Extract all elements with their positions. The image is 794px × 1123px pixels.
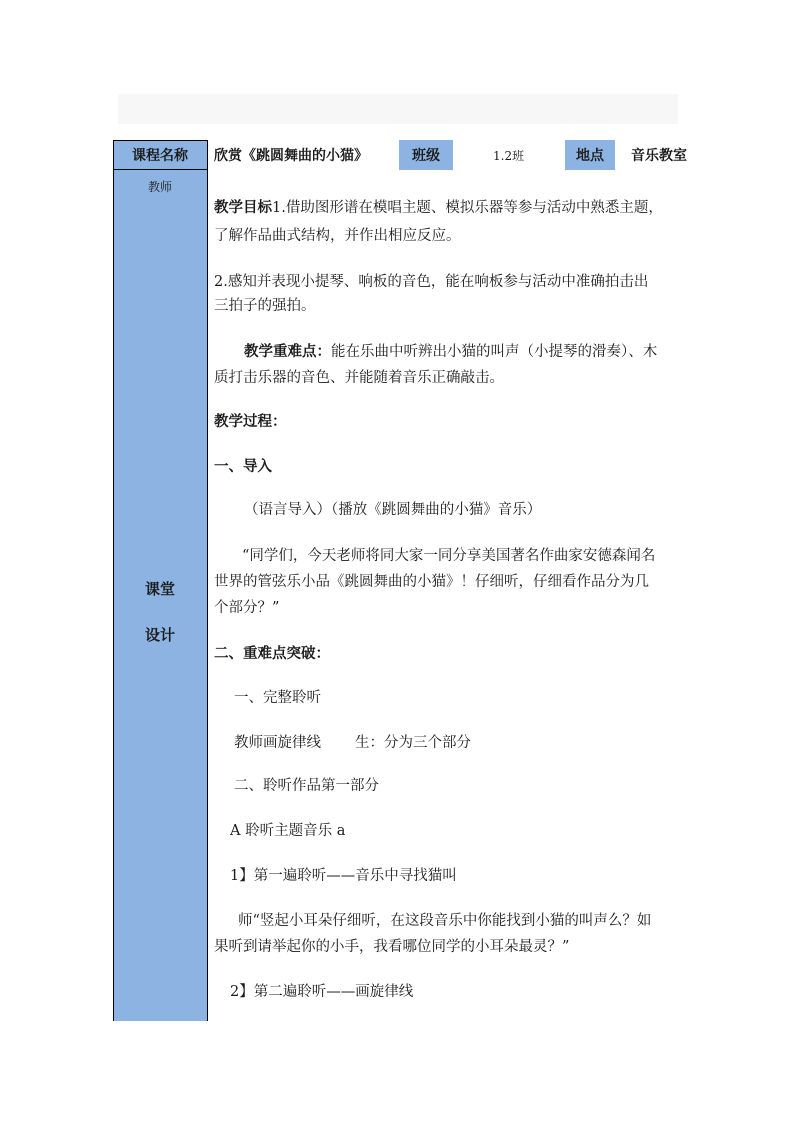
- step1-teacher: 教师画旋律线: [234, 735, 321, 751]
- listen1: 1】第一遍聆听——音乐中寻找猫叫: [230, 868, 457, 884]
- goal2-line2: 三拍子的强拍。: [214, 298, 316, 314]
- goal-line1: 1.借助图形谱在模唱主题、模拟乐器等参与活动中熟悉主题，: [272, 200, 663, 216]
- process-heading: 教学过程：: [214, 414, 287, 430]
- section-label-line2: 设计: [144, 626, 175, 644]
- class-value: 1.2班: [493, 148, 525, 163]
- header-divider: [113, 169, 208, 170]
- goal-line2: 了解作品曲式结构，并作出相应反应。: [214, 228, 461, 244]
- place-value: 音乐教室: [631, 148, 687, 164]
- key-paragraph: [214, 340, 700, 364]
- key-heading: 教学重难点：: [244, 344, 331, 360]
- teacher-label: 教师: [147, 180, 172, 194]
- left-label-column: [113, 170, 207, 1021]
- step2: 二、聆听作品第一部分: [234, 778, 379, 794]
- step1-detail: [234, 731, 720, 755]
- course-name-value: 欣赏《跳圆舞曲的小猫》: [214, 148, 368, 164]
- column-divider: [207, 140, 208, 1021]
- goal-paragraph: [214, 196, 700, 220]
- listen2: 2】第二遍聆听——画旋律线: [230, 984, 414, 1000]
- step1-student: 生：分为三个部分: [355, 735, 471, 751]
- header-band: [118, 94, 678, 124]
- intro-line: （语言导入）（播放《跳圆舞曲的小猫》音乐）: [244, 502, 542, 518]
- key-line1: 能在乐曲中听辨出小猫的叫声（小提琴的滑奏）、木: [331, 344, 658, 360]
- table-top-border: [113, 140, 208, 141]
- section-label-line1: 课堂: [144, 580, 175, 598]
- quote-line3: 个部分？”: [214, 600, 280, 616]
- teacher-question-line1: 师“竖起小耳朵仔细听，在这段音乐中你能找到小猫的叫声么？如: [238, 913, 652, 929]
- goal2-line1: 2.感知并表现小提琴、响板的音色，能在响板参与活动中准确拍击出: [214, 274, 649, 290]
- step1: 一、完整聆听: [234, 690, 321, 706]
- quote-line2: 世界的管弦乐小品《跳圆舞曲的小猫》！仔细听，仔细看作品分为几: [214, 574, 649, 590]
- place-label: 地点: [565, 140, 615, 170]
- key-line2: 质打击乐器的音色、并能随着音乐正确敲击。: [214, 370, 504, 386]
- class-label: 班级: [399, 140, 453, 170]
- intro-heading: 一、导入: [214, 459, 272, 475]
- teacher-question-line2: 果听到请举起你的小手，我看哪位同学的小耳朵最灵？”: [214, 939, 570, 955]
- quote-line1: “同学们，今天老师将同大家一同分享美国著名作曲家安德森闻名: [242, 548, 656, 564]
- header-row: [113, 140, 704, 170]
- table-left-border: [113, 140, 114, 1021]
- breakthrough-heading: 二、重难点突破：: [214, 646, 330, 662]
- course-name-label: 课程名称: [113, 140, 207, 170]
- step-a: A 聆听主题音乐 a: [230, 823, 346, 839]
- goal-heading: 教学目标: [214, 200, 272, 216]
